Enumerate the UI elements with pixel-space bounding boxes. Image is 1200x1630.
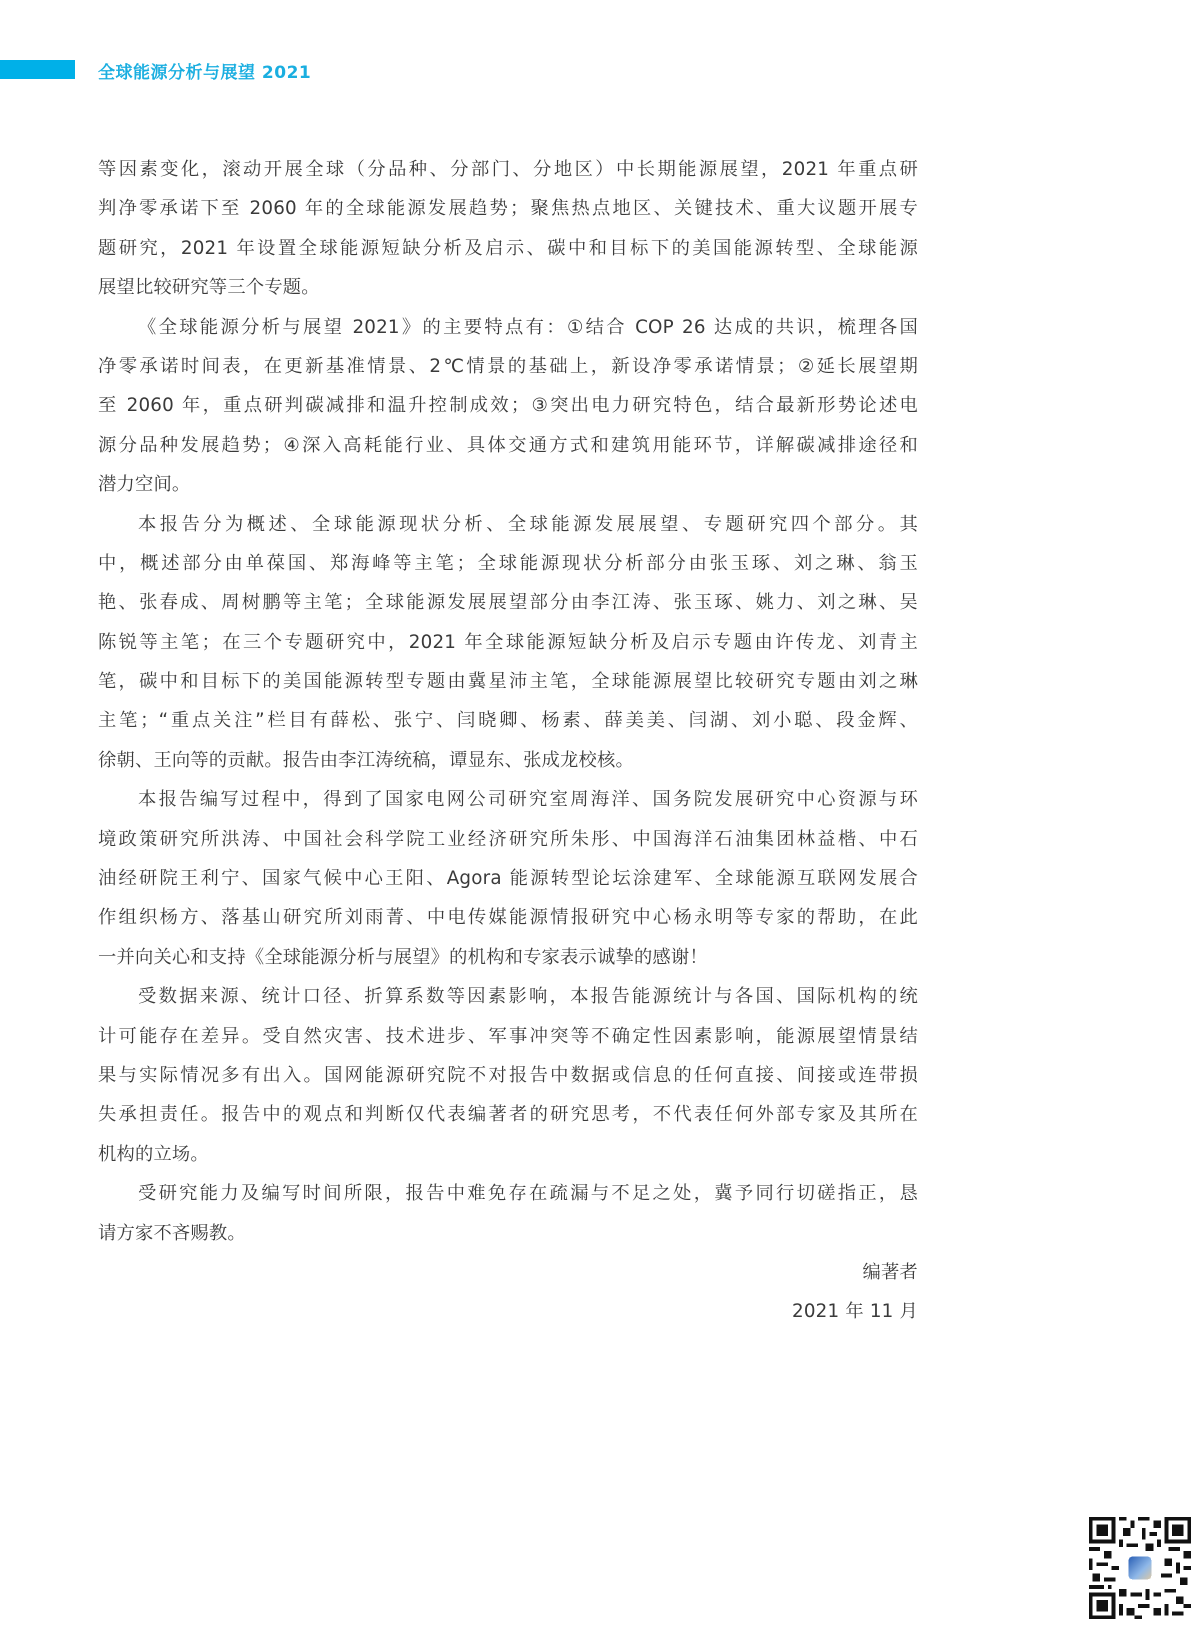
header-accent-bar bbox=[0, 60, 75, 79]
text-line: 潜力空间。 bbox=[98, 474, 191, 496]
document-body bbox=[98, 150, 918, 1332]
paragraph bbox=[98, 308, 918, 505]
text-line: 请方家不吝赐教。 bbox=[98, 1222, 246, 1244]
text-line: 油经研院王利宁、国家气候中心王阳、Agora 能源转型论坛涂建军、全球能源互联网发展合 bbox=[98, 868, 918, 890]
text-line: 机构的立场。 bbox=[98, 1143, 209, 1165]
text-line: 陈锐等主笔；在三个专题研究中，2021 年全球能源短缺分析及启示专题由许传龙、刘青主 bbox=[98, 631, 918, 653]
paragraph bbox=[98, 150, 918, 308]
text-line: 境政策研究所洪涛、中国社会科学院工业经济研究所朱彤、中国海洋石油集团林益楷、中石 bbox=[98, 828, 918, 850]
text-line: 一并向关心和支持《全球能源分析与展望》的机构和专家表示诚挚的感谢！ bbox=[98, 946, 708, 968]
running-header-title: 全球能源分析与展望 2021 bbox=[98, 63, 312, 83]
text-line: 果与实际情况多有出入。国网能源研究院不对报告中数据或信息的任何直接、间接或连带损 bbox=[98, 1064, 918, 1086]
text-line: 徐朝、王向等的贡献。报告由李江涛统稿，谭显东、张成龙校核。 bbox=[98, 749, 634, 771]
signature-block bbox=[98, 1253, 918, 1332]
text-line: 题研究，2021 年设置全球能源短缺分析及启示、碳中和目标下的美国能源转型、全球能源 bbox=[98, 237, 918, 259]
text-line: 《全球能源分析与展望 2021》的主要特点有：①结合 COP 26 达成的共识，梳理各国 bbox=[138, 316, 918, 338]
signature-author: 编著者 bbox=[862, 1261, 918, 1283]
text-line: 笔，碳中和目标下的美国能源转型专题由冀星沛主笔，全球能源展望比较研究专题由刘之琳 bbox=[98, 671, 918, 693]
text-line: 作组织杨方、落基山研究所刘雨菁、中电传媒能源情报研究中心杨永明等专家的帮助，在此 bbox=[98, 907, 918, 929]
paragraph bbox=[98, 780, 918, 977]
text-line: 等因素变化，滚动开展全球（分品种、分部门、分地区）中长期能源展望，2021 年重点研 bbox=[98, 159, 918, 180]
text-line: 受研究能力及编写时间所限，报告中难免存在疏漏与不足之处，冀予同行切磋指正，恳 bbox=[138, 1183, 918, 1205]
text-line: 受数据来源、统计口径、折算系数等因素影响，本报告能源统计与各国、国际机构的统 bbox=[138, 986, 918, 1008]
text-line: 失承担责任。报告中的观点和判断仅代表编著者的研究思考，不代表任何外部专家及其所在 bbox=[98, 1104, 918, 1126]
paragraph bbox=[98, 505, 918, 781]
text-line: 中，概述部分由单葆国、郑海峰等主笔；全球能源现状分析部分由张玉琢、刘之琳、翁玉 bbox=[98, 552, 918, 574]
qr-code-graphic bbox=[1085, 1513, 1195, 1623]
text-line: 展望比较研究等三个专题。 bbox=[98, 277, 320, 299]
qr-code-icon[interactable] bbox=[1085, 1513, 1195, 1623]
text-line: 净零承诺时间表，在更新基准情景、2℃情景的基础上，新设净零承诺情景；②延长展望期 bbox=[98, 355, 918, 377]
text-line: 计可能存在差异。受自然灾害、技术进步、军事冲突等不确定性因素影响，能源展望情景结 bbox=[98, 1025, 918, 1047]
text-line: 判净零承诺下至 2060 年的全球能源发展趋势；聚焦热点地区、关键技术、重大议题开展专 bbox=[98, 198, 918, 220]
text-line: 源分品种发展趋势；④深入高耗能行业、具体交通方式和建筑用能环节，详解碳减排途径和 bbox=[98, 434, 918, 456]
paragraph bbox=[98, 977, 918, 1174]
paragraph bbox=[98, 1174, 918, 1253]
signature-date: 2021 年 11 月 bbox=[792, 1301, 918, 1323]
text-line: 主笔；“重点关注”栏目有薛松、张宁、闫晓卿、杨素、薛美美、闫湖、刘小聪、段金辉、 bbox=[98, 710, 918, 732]
text-line: 艳、张春成、周树鹏等主笔；全球能源发展展望部分由李江涛、张玉琢、姚力、刘之琳、吴 bbox=[98, 592, 918, 614]
text-line: 至 2060 年，重点研判碳减排和温升控制成效；③突出电力研究特色，结合最新形势论述电 bbox=[98, 395, 918, 417]
text-line: 本报告分为概述、全球能源现状分析、全球能源发展展望、专题研究四个部分。其 bbox=[138, 513, 918, 535]
text-line: 本报告编写过程中，得到了国家电网公司研究室周海洋、国务院发展研究中心资源与环 bbox=[138, 789, 918, 811]
